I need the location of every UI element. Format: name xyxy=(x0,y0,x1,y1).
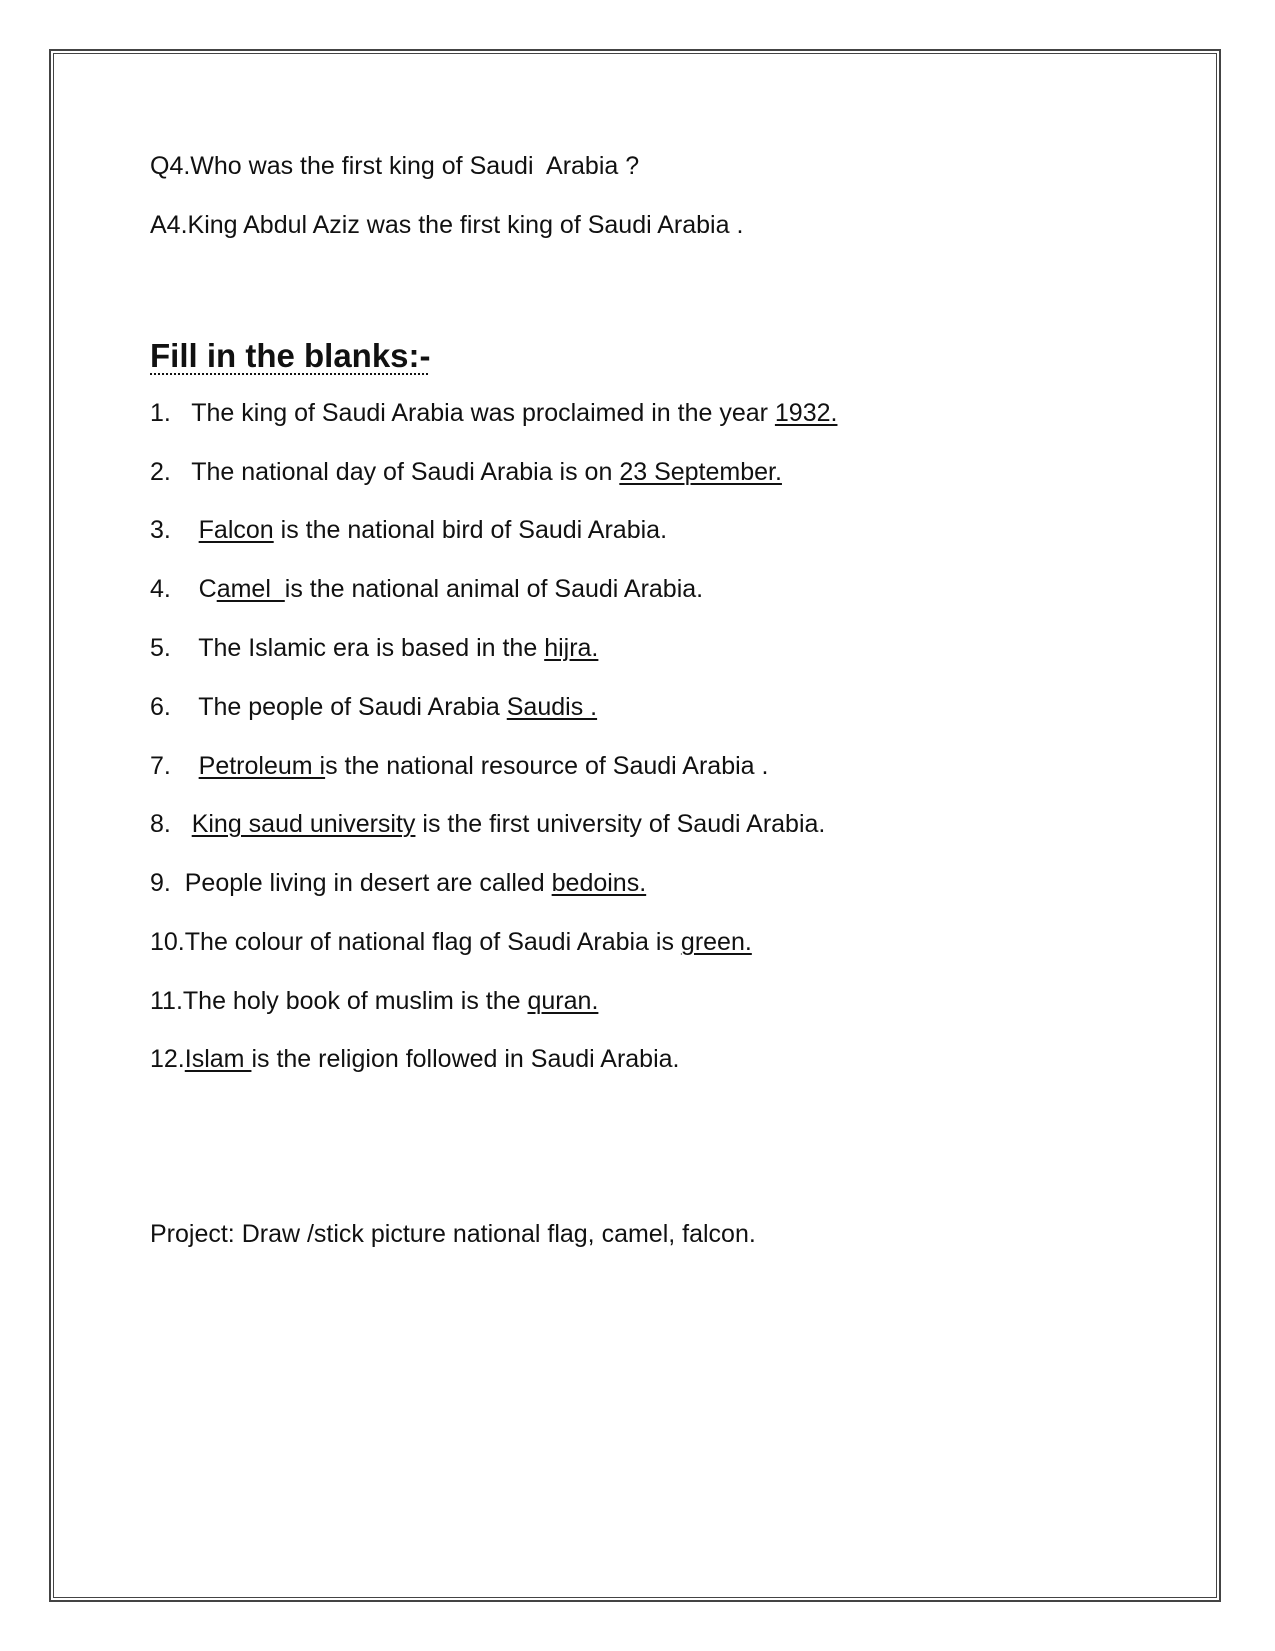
item-text-before: The people of Saudi Arabia xyxy=(170,693,507,721)
item-number: 9. xyxy=(150,869,171,897)
item-text-before: The holy book of muslim is the xyxy=(182,987,528,1015)
list-item xyxy=(150,985,598,1017)
item-text-after: s the national resource of Saudi Arabia . xyxy=(325,752,769,780)
item-number: 6. xyxy=(150,693,171,721)
item-blank-answer: Saudis . xyxy=(506,693,598,721)
item-number: 12. xyxy=(150,1045,185,1073)
item-text-before: C xyxy=(170,575,217,603)
list-item xyxy=(150,867,646,899)
item-text-before xyxy=(171,516,199,544)
item-number: 11. xyxy=(150,987,183,1015)
item-text-after: is the religion followed in Saudi Arabia. xyxy=(251,1045,680,1073)
item-blank-answer: green. xyxy=(680,928,752,956)
section-heading: Fill in the blanks:- xyxy=(150,337,431,374)
item-blank-answer: 23 September. xyxy=(619,458,782,486)
item-number: 8. xyxy=(150,810,171,838)
answer-text: A4.King Abdul Aziz was the first king of Saudi Arabia . xyxy=(150,211,744,239)
list-item xyxy=(150,514,667,546)
item-text-after: is the national bird of Saudi Arabia. xyxy=(273,516,668,544)
item-text-before: The Islamic era is based in the xyxy=(170,634,545,662)
item-number: 4. xyxy=(150,575,171,603)
item-blank-answer: hijra. xyxy=(544,634,599,662)
list-item xyxy=(150,632,598,664)
item-blank-answer: quran. xyxy=(527,987,599,1015)
list-item xyxy=(150,750,768,782)
item-text-after: is the first university of Saudi Arabia. xyxy=(415,810,826,838)
item-number: 10. xyxy=(150,928,185,956)
question-text: Q4.Who was the first king of Saudi Arabia ? xyxy=(150,152,640,180)
item-blank-answer: amel xyxy=(216,575,285,603)
item-blank-answer: King saud university xyxy=(191,810,416,838)
item-blank-answer: Islam xyxy=(184,1045,252,1073)
item-number: 1. xyxy=(150,399,171,427)
item-text-after: is the national animal of Saudi Arabia. xyxy=(284,575,704,603)
project-text: Project: Draw /stick picture national flag, camel, falcon. xyxy=(150,1220,756,1248)
item-text-before xyxy=(171,752,199,780)
list-item xyxy=(150,691,597,723)
item-blank-answer: bedoins. xyxy=(551,869,647,897)
item-text-before xyxy=(171,810,192,838)
item-text-before: The national day of Saudi Arabia is on xyxy=(170,458,620,486)
list-item xyxy=(150,456,782,488)
item-number: 7. xyxy=(150,752,171,780)
item-number: 5. xyxy=(150,634,171,662)
item-number: 2. xyxy=(150,458,171,486)
list-item xyxy=(150,573,703,605)
item-number: 3. xyxy=(150,516,171,544)
item-text-before: The king of Saudi Arabia was proclaimed in the year xyxy=(170,399,775,427)
list-item xyxy=(150,808,825,840)
list-item xyxy=(150,926,752,958)
item-blank-answer: 1932. xyxy=(774,399,838,427)
item-blank-answer: Falcon xyxy=(198,516,274,544)
item-text-before: The colour of national flag of Saudi Arabia is xyxy=(184,928,681,956)
list-item xyxy=(150,1043,680,1075)
item-text-before: People living in desert are called xyxy=(170,869,552,897)
item-blank-answer: Petroleum i xyxy=(198,752,326,780)
list-item xyxy=(150,397,837,429)
